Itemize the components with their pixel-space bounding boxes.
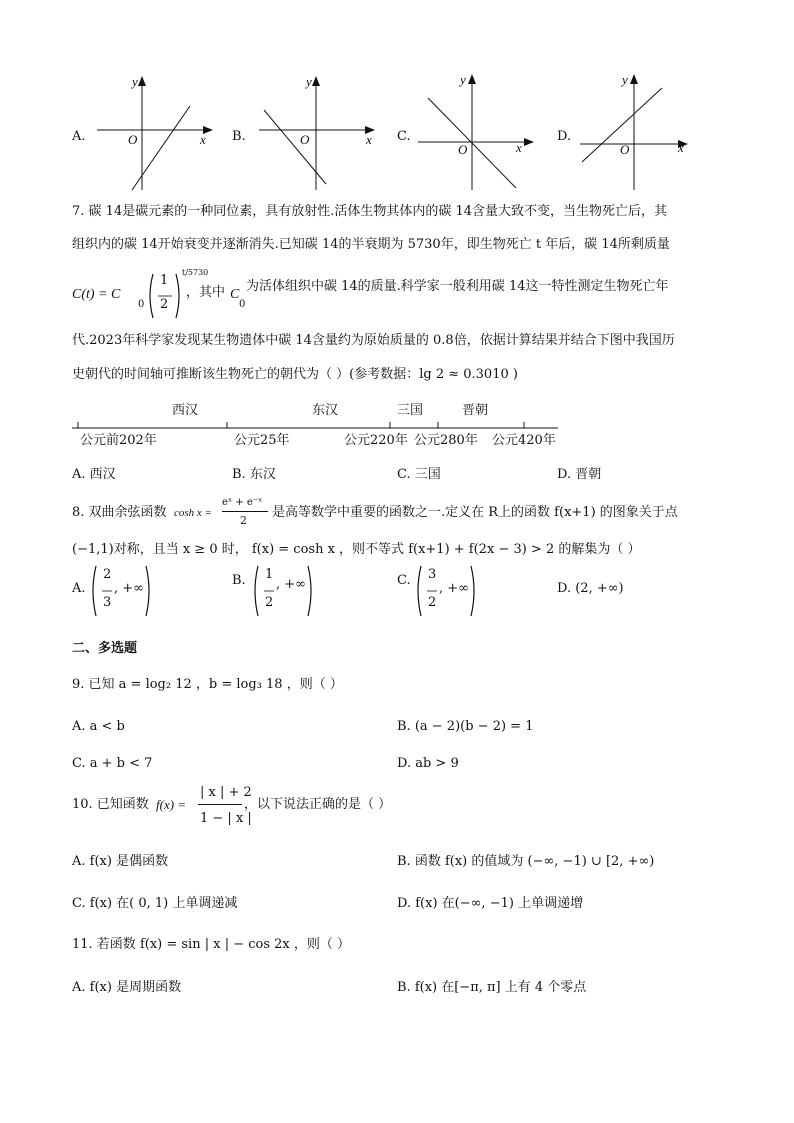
timeline-dynasty-sanguo: 三国: [397, 403, 424, 418]
q10-den: 1 − | x |: [200, 811, 252, 826]
q9-option-d: D. ab > 9: [397, 756, 459, 771]
q8-option-d: D. (2, +∞): [557, 581, 624, 596]
q8-option-a-num: 2: [103, 567, 112, 582]
q7-formula-exp: t/5730: [182, 268, 209, 277]
q7-line-2: 组织内的碳 14开始衰变并逐渐消失.已知碳 14的半衰期为 5730年，即生物死亡 t 年后，碳 14所剩质量: [72, 237, 670, 252]
q10-option-a: A. f(x) 是偶函数: [72, 854, 169, 869]
q7-option-a: A. 西汉: [72, 467, 116, 482]
q7-option-b: B. 东汉: [232, 467, 276, 482]
q10-frac-bar: [198, 804, 242, 805]
q7-timeline: [72, 398, 572, 454]
q6-option-d-letter: D.: [557, 129, 572, 144]
q6d-origin-label: O: [620, 142, 630, 157]
q8-prefix: 8. 双曲余弦函数: [72, 505, 167, 520]
q7-line-1: 7. 碳 14是碳元素的一种同位素，具有放射性.活体生物其体内的碳 14含量大致不变，当生物死亡后，其: [72, 204, 668, 219]
q10-tail: ，以下说法正确的是（ ）: [244, 797, 392, 812]
q6-option-a-graph: [92, 72, 217, 192]
q6-option-c-graph: [416, 68, 541, 192]
q11-option-b: B. f(x) 在[−π, π] 上有 4 个零点: [397, 980, 587, 995]
q7-formula-den: 2: [160, 297, 169, 312]
q8-option-c-letter: C.: [397, 573, 411, 588]
q6a-x-label: x: [200, 132, 206, 147]
q8-option-b-num: 1: [265, 567, 274, 582]
q7-line-5: 史朝代的时间轴可推断该生物死亡的朝代为（ ）(参考数据：lg 2 ≈ 0.3010 ): [72, 367, 518, 382]
q11-stem: 11. 若函数 f(x) = sin | x | − cos 2x ，则（ ）: [72, 937, 351, 952]
q10-prefix: 10. 已知函数: [72, 797, 149, 812]
q8-option-b-tail: , +∞: [276, 577, 306, 592]
q7-option-c: C. 三国: [397, 467, 441, 482]
q8-num: eˣ + e⁻ˣ: [222, 497, 263, 508]
q10-stem: [72, 782, 772, 832]
q8-option-a-letter: A.: [72, 581, 86, 596]
q9-option-c: C. a + b < 7: [72, 756, 153, 771]
q6c-y-label: y: [460, 72, 466, 87]
q7-line-4: 代.2023年科学家发现某生物遗体中碳 14含量约为原始质量的 0.8倍，依据计算结果并结合下图中我国历: [72, 333, 675, 348]
q6-option-a-letter: A.: [72, 129, 86, 144]
q6c-x-label: x: [516, 140, 522, 155]
q8-options: [72, 562, 772, 620]
timeline-date-4: 公元280年: [414, 433, 478, 448]
q10-option-d: D. f(x) 在(−∞, −1) 上单调递增: [397, 896, 584, 911]
timeline-dynasty-donghan: 东汉: [312, 403, 339, 418]
q8-line-2: (−1,1)对称，且当 x ≥ 0 时， f(x) = cosh x ，则不等式 f(x+1) + f(2x − 3) > 2 的解集为（ ）: [72, 542, 641, 557]
q6b-origin-label: O: [300, 132, 310, 147]
q10-num: | x | + 2: [200, 785, 252, 800]
q8-option-c-den: 2: [428, 595, 437, 610]
q7-formula-after: ，其中: [186, 285, 226, 300]
q8-den: 2: [240, 514, 247, 527]
q8-option-c-num: 3: [428, 567, 437, 582]
q10-option-c: C. f(x) 在( 0, 1) 上单调递减: [72, 896, 238, 911]
q7-c0: C: [230, 287, 240, 302]
q7-formula-num: 1: [160, 273, 169, 288]
q6c-origin-label: O: [458, 142, 468, 157]
q8-cosh: cosh x =: [174, 507, 212, 519]
q7-formula: [72, 268, 772, 320]
q6b-x-label: x: [366, 132, 372, 147]
q11-option-a: A. f(x) 是周期函数: [72, 980, 182, 995]
q6a-y-label: y: [132, 74, 138, 89]
q6-option-b-graph: [254, 72, 379, 192]
q6d-y-label: y: [622, 72, 628, 87]
timeline-dynasty-xihan: 西汉: [172, 403, 199, 418]
q7-line-3-tail: 为活体组织中碳 14的质量.科学家一般利用碳 14这一特性测定生物死亡年: [246, 279, 669, 294]
q6b-y-label: y: [306, 74, 312, 89]
q7-c0-sub: 0: [239, 299, 246, 310]
q6-option-b-letter: B.: [232, 129, 246, 144]
timeline-date-1: 公元前202年: [80, 433, 157, 448]
q6-option-d-graph: [578, 68, 703, 192]
q8-line-1-tail: 是高等数学中重要的函数之一.定义在 R上的函数 f(x+1) 的图象关于点: [272, 505, 678, 520]
q10-option-b: B. 函数 f(x) 的值域为 (−∞, −1) ∪ [2, +∞): [397, 854, 655, 869]
q8-option-b-letter: B.: [232, 573, 246, 588]
timeline-date-3: 公元220年: [344, 433, 408, 448]
q9-option-b: B. (a − 2)(b − 2) = 1: [397, 719, 534, 734]
timeline-date-2: 公元25年: [234, 433, 290, 448]
q9-stem: 9. 已知 a = log₂ 12 ，b = log₃ 18 ，则（ ）: [72, 677, 343, 692]
q8-option-a-tail: , +∞: [114, 581, 144, 596]
q6a-origin-label: O: [128, 132, 138, 147]
q9-option-a: A. a < b: [72, 719, 125, 734]
q8-option-a-den: 3: [103, 595, 112, 610]
q8-line-1: [72, 494, 772, 530]
q10-fx: f(x) =: [156, 797, 187, 812]
q8-option-c-tail: , +∞: [439, 581, 469, 596]
q7-formula-left: C(t) = C: [72, 287, 121, 302]
q8-option-b-den: 2: [265, 595, 274, 610]
section-multi-choice-heading: 二、多选题: [72, 641, 138, 656]
timeline-date-5: 公元420年: [492, 433, 556, 448]
q6d-x-label: x: [678, 140, 684, 155]
q7-option-d: D. 晋朝: [557, 467, 602, 482]
timeline-dynasty-jinchao: 晋朝: [462, 403, 489, 418]
q7-formula-sub: 0: [138, 299, 145, 310]
q6-option-c-letter: C.: [397, 129, 411, 144]
